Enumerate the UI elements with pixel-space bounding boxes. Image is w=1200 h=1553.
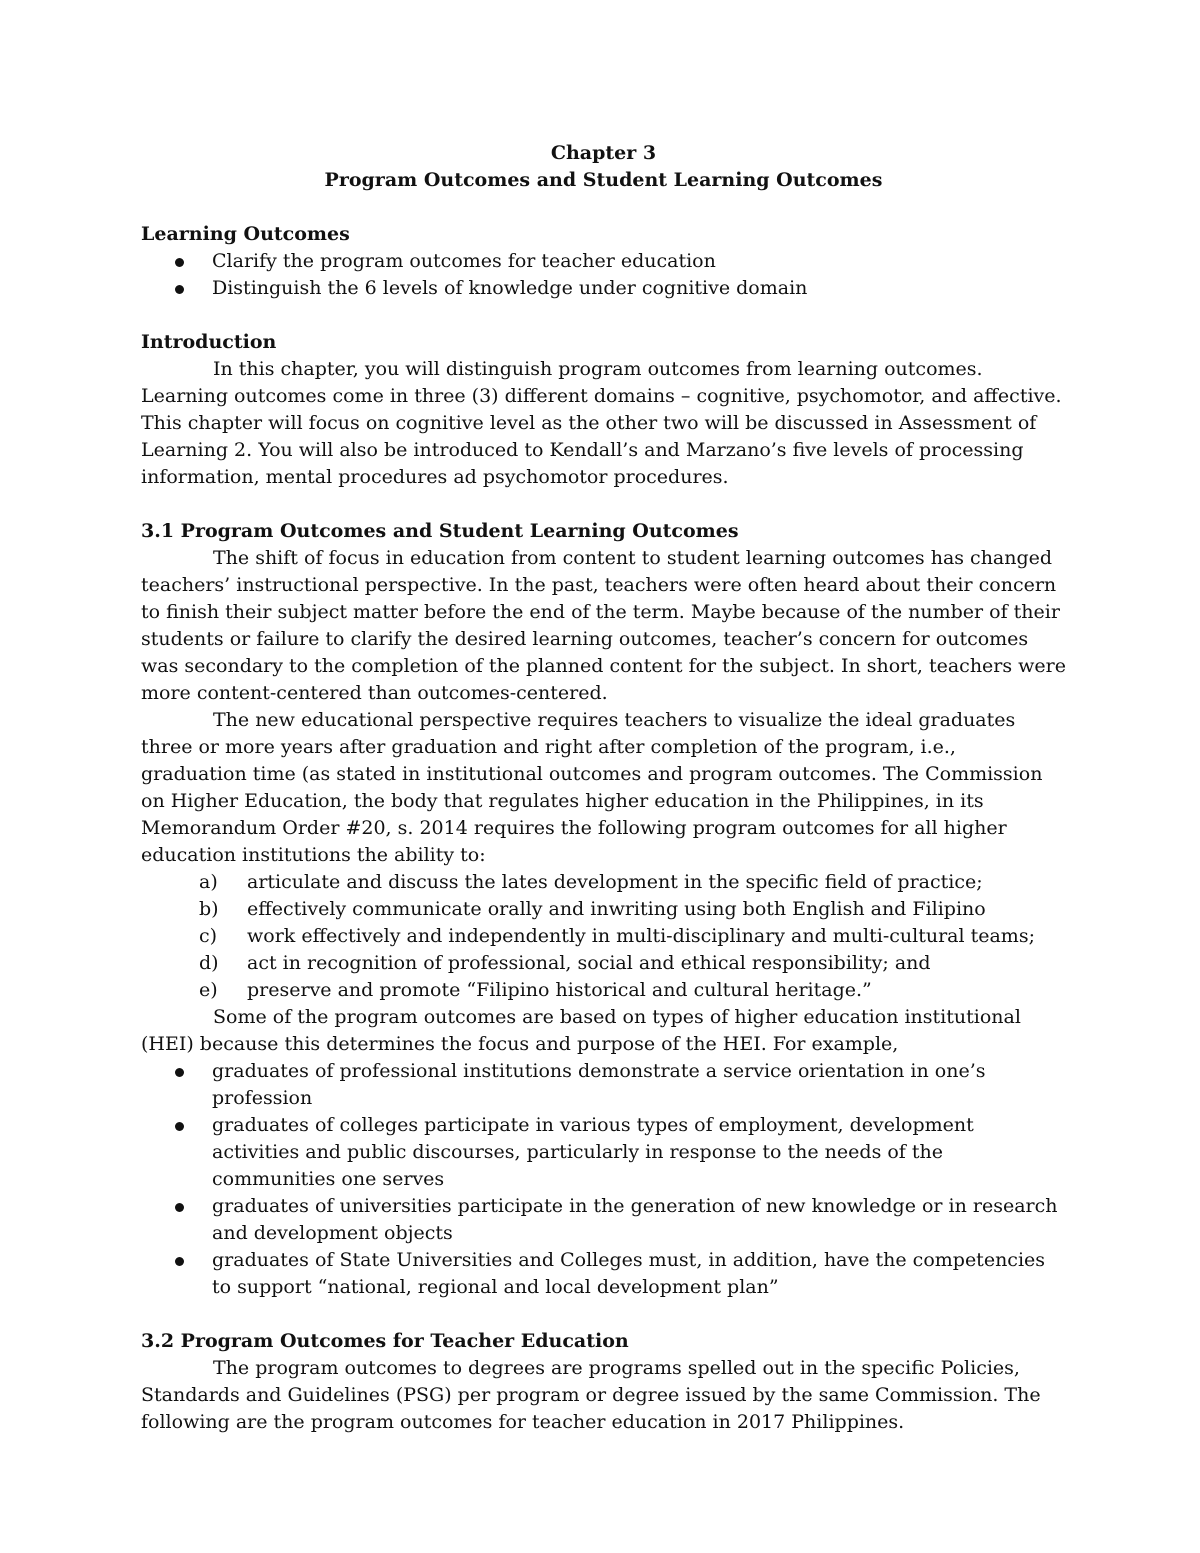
bullet-icon: [175, 1068, 184, 1077]
list-item: d) act in recognition of professional, social and ethical responsibility; and: [199, 952, 931, 974]
list-item: b) effectively communicate orally and inwriting using both English and Filipino: [199, 898, 986, 920]
section-3-1-paragraph-2: The new educational perspective requires teachers to visualize the ideal graduates three or more years after graduation and right after completion of the program, i.e., graduation time (as stated in institutional outcomes and program outcomes. The Commission on Higher Education, the body that regulates higher education in the Philippines, in its Memorandum Order #20, s. 2014 requires the following program outcomes for all higher education institutions the ability to:: [141, 709, 1043, 866]
chapter-title: Program Outcomes and Student Learning Outcomes: [324, 169, 883, 191]
bullet-icon: [175, 1122, 184, 1131]
learning-outcomes-heading: Learning Outcomes: [141, 223, 350, 245]
list-item: a) articulate and discuss the lates development in the specific field of practice;: [199, 871, 983, 893]
list-item: c) work effectively and independently in multi-disciplinary and multi-cultural teams;: [199, 925, 1035, 947]
list-item: Distinguish the 6 levels of knowledge under cognitive domain: [141, 275, 1066, 302]
introduction-paragraph: In this chapter, you will distinguish program outcomes from learning outcomes. Learning outcomes come in three (3) different domains – cognitive, psychomotor, and affective. This chapter will focus on cognitive level as the other two will be discussed in Assessment of Learning 2. You will also be introduced to Kendall’s and Marzano’s five levels of processing information, mental procedures ad psychomotor procedures.: [141, 358, 1062, 488]
bullet-icon: [175, 285, 184, 294]
section-3-1-paragraph-1: The shift of focus in education from content to student learning outcomes has changed teachers’ instructional perspective. In the past, teachers were often heard about their concern to finish their subject matter before the end of the term. Maybe because of the number of their students or failure to clarify the desired learning outcomes, teacher’s concern for outcomes was secondary to the completion of the planned content for the subject. In short, teachers were more content-centered than outcomes-centered.: [141, 547, 1067, 704]
hei-types-list: [141, 1058, 1066, 1301]
section-3-1-heading: 3.1 Program Outcomes and Student Learning Outcomes: [141, 520, 739, 542]
section-3-2: [141, 1328, 1066, 1436]
section-3-1: [141, 518, 1066, 1301]
section-3-1-paragraph-3: Some of the program outcomes are based on types of higher education institutional (HEI) because this determines the focus and purpose of the HEI. For example,: [141, 1006, 1021, 1055]
learning-outcomes-list: [141, 248, 1066, 302]
introduction-heading: Introduction: [141, 331, 277, 353]
list-item: graduates of universities participate in the generation of new knowledge or in research and development objects: [141, 1193, 1066, 1247]
section-3-2-heading: 3.2 Program Outcomes for Teacher Education: [141, 1330, 629, 1352]
chapter-number: Chapter 3: [550, 142, 657, 164]
list-item: graduates of professional institutions demonstrate a service orientation in one’s profession: [141, 1058, 1066, 1112]
list-item: e) preserve and promote “Filipino historical and cultural heritage.”: [199, 979, 872, 1001]
list-item: Clarify the program outcomes for teacher education: [141, 248, 1066, 275]
learning-outcomes-section: [141, 221, 1066, 302]
title-block: [141, 140, 1066, 194]
list-item: graduates of colleges participate in various types of employment, development activities and public discourses, particularly in response to the needs of the communities one serves: [141, 1112, 1066, 1193]
bullet-icon: [175, 1203, 184, 1212]
list-item: graduates of State Universities and Colleges must, in addition, have the competencies to support “national, regional and local development plan”: [141, 1247, 1066, 1301]
introduction-section: [141, 329, 1066, 491]
bullet-icon: [175, 1257, 184, 1266]
bullet-icon: [175, 258, 184, 267]
section-3-2-paragraph: The program outcomes to degrees are programs spelled out in the specific Policies, Standards and Guidelines (PSG) per program or degree issued by the same Commission. The following are the program outcomes for teacher education in 2017 Philippines.: [141, 1357, 1041, 1433]
program-outcomes-list: [141, 869, 1066, 1004]
document-page: [141, 140, 1066, 1436]
